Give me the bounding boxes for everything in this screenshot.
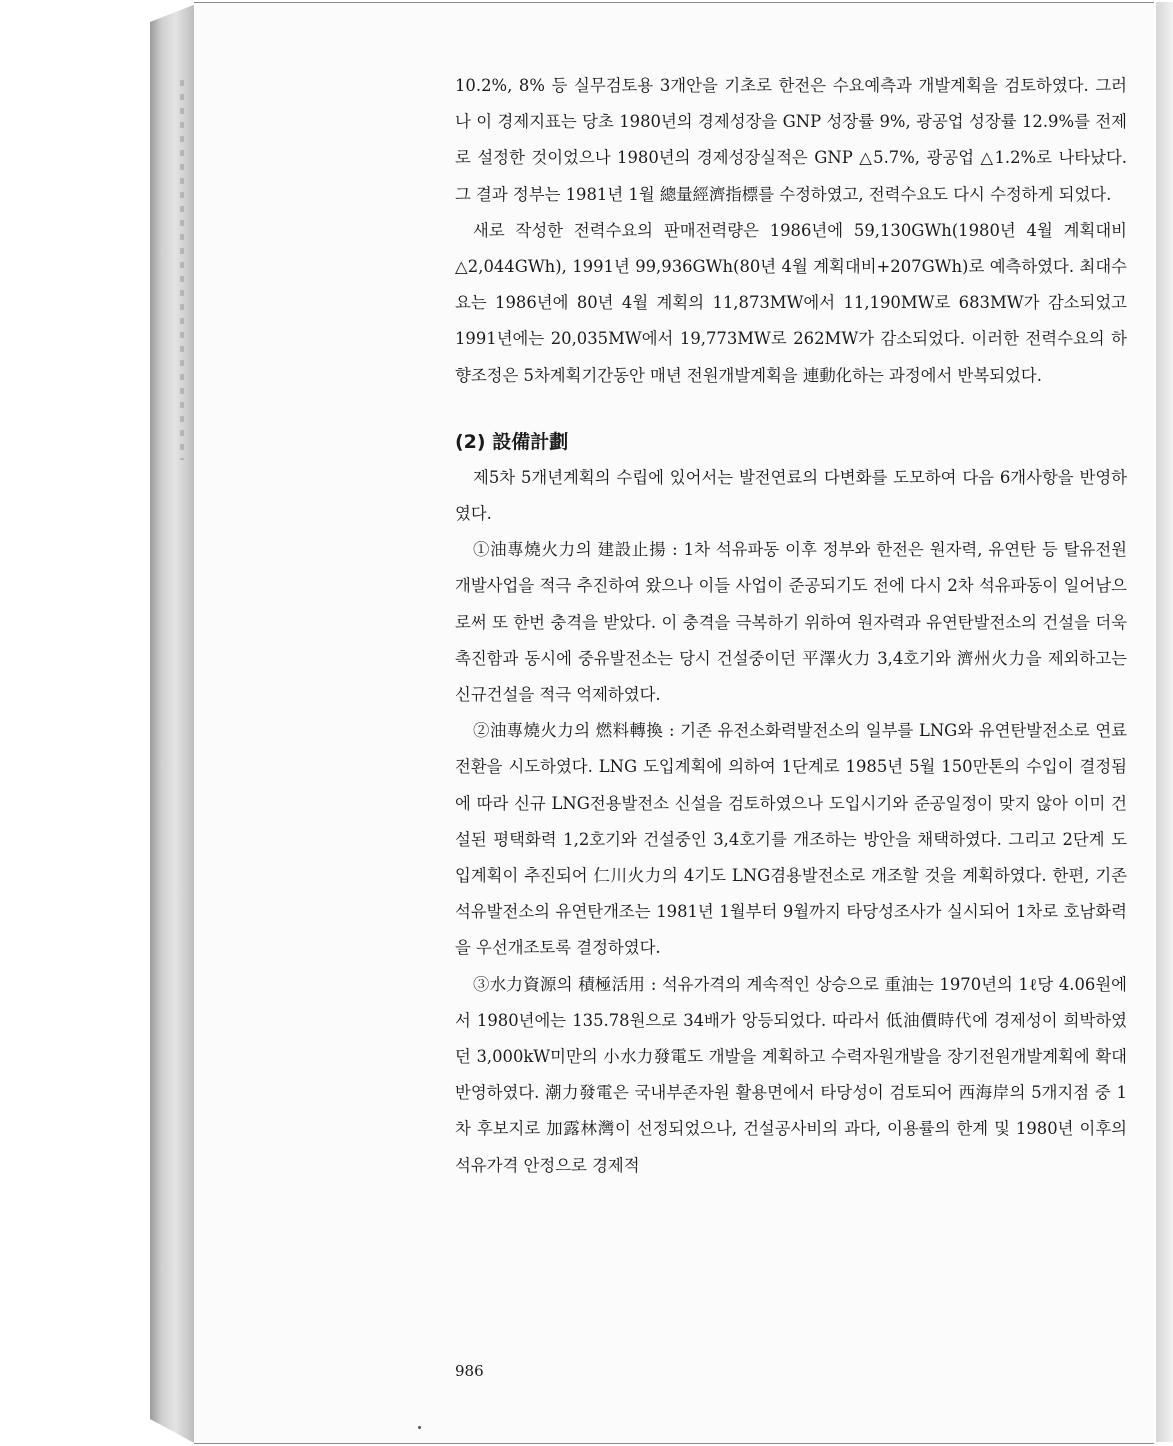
book-spine xyxy=(150,4,196,1444)
section-heading: (2) 設備計劃 xyxy=(455,430,569,453)
paragraph-2: 새로 작성한 전력수요의 판매전력량은 1986년에 59,130GWh(1980년 4월 계획대비 △2,044GWh), 1991년 99,936GWh(80년 4월 계획대비+207GWh)로 예측하였다. 최대수요는 1986년에 80년 4월 계획의 11,873MW에서 11,190MW로 683MW가 감소되었고 1991년에는 20,035MW에서 19,773MW로 262MW가 감소되었다. 이러한 전력수요의 하향조정은 5차계획기간동안 매년 전원개발계획을 連動化하는 과정에서 반복되었다. xyxy=(455,220,1127,385)
paragraph-1: 10.2%, 8% 등 실무검토용 3개안을 기초로 한전은 수요예측과 개발계획을 검토하였다. 그러나 이 경제지표는 당초 1980년의 경제성장을 GNP 성장률 9%, 광공업 성장률 12.9%를 전제로 설정한 것이었으나 1980년의 경제성장실적은 GNP △5.7%, 광공업 △1.2%로 나타났다. 그 결과 정부는 1981년 1월 總量經濟指標를 수정하였고, 전력수요도 다시 수정하게 되었다. xyxy=(455,76,1127,204)
paragraph-6: ③水力資源의 積極活用 : 석유가격의 계속적인 상승으로 重油는 1970년의 1ℓ당 4.06원에서 1980년에는 135.78원으로 34배가 앙등되었다. 따라서 低油價時代에 경제성이 희박하였던 3,000kW미만의 小水力發電도 개발을 계획하고 수력자원개발을 장기전원개발계획에 확대 반영하였다. 潮力發電은 국내부존자원 활용면에서 타당성이 검토되어 西海岸의 5개지점 중 1차 후보지로 加露林灣이 선정되었으나, 건설공사비의 과다, 이용률의 한계 및 1980년 이후의 석유가격 안정으로 경제적 xyxy=(455,974,1127,1175)
paragraph-4: ①油專燒火力의 建設止揚 : 1차 석유파동 이후 정부와 한전은 원자력, 유연탄 등 탈유전원개발사업을 적극 추진하여 왔으나 이들 사업이 준공되기도 전에 다시 2차 석유파동이 일어남으로써 또 한번 충격을 받았다. 이 충격을 극복하기 위하여 원자력과 유연탄발전소의 건설을 더욱 촉진함과 동시에 중유발전소는 당시 건설중이던 平澤火力 3,4호기와 濟州火力을 제외하고는 신규건설을 적극 억제하였다. xyxy=(455,540,1127,705)
page-edge xyxy=(1156,2,1173,1442)
paragraph-5: ②油專燒火力의 燃料轉換 : 기존 유전소화력발전소의 일부를 LNG와 유연탄발전소로 연료전환을 시도하였다. LNG 도입계획에 의하여 1단계로 1985년 5월 150만톤의 수입이 결정됨에 따라 신규 LNG전용발전소 신설을 검토하였으나 도입시기와 준공일정이 맞지 않아 이미 건설된 평택화력 1,2호기와 건설중인 3,4호기를 개조하는 방안을 채택하였다. 그리고 2단계 도입계획이 추진되어 仁川火力의 4기도 LNG겸용발전소로 개조할 것을 계획하였다. 한편, 기존 석유발전소의 유연탄개조는 1981년 1월부터 9월까지 타당성조사가 실시되어 1차로 호남화력을 우선개조토록 결정하였다. xyxy=(455,721,1127,958)
paragraph-3: 제5차 5개년계획의 수립에 있어서는 발전연료의 다변화를 도모하여 다음 6개사항을 반영하였다. xyxy=(455,467,1127,524)
scan-speck xyxy=(418,1426,421,1429)
spine-texture xyxy=(180,80,184,460)
page-content xyxy=(455,68,1127,1184)
page-number: 986 xyxy=(455,1362,484,1380)
